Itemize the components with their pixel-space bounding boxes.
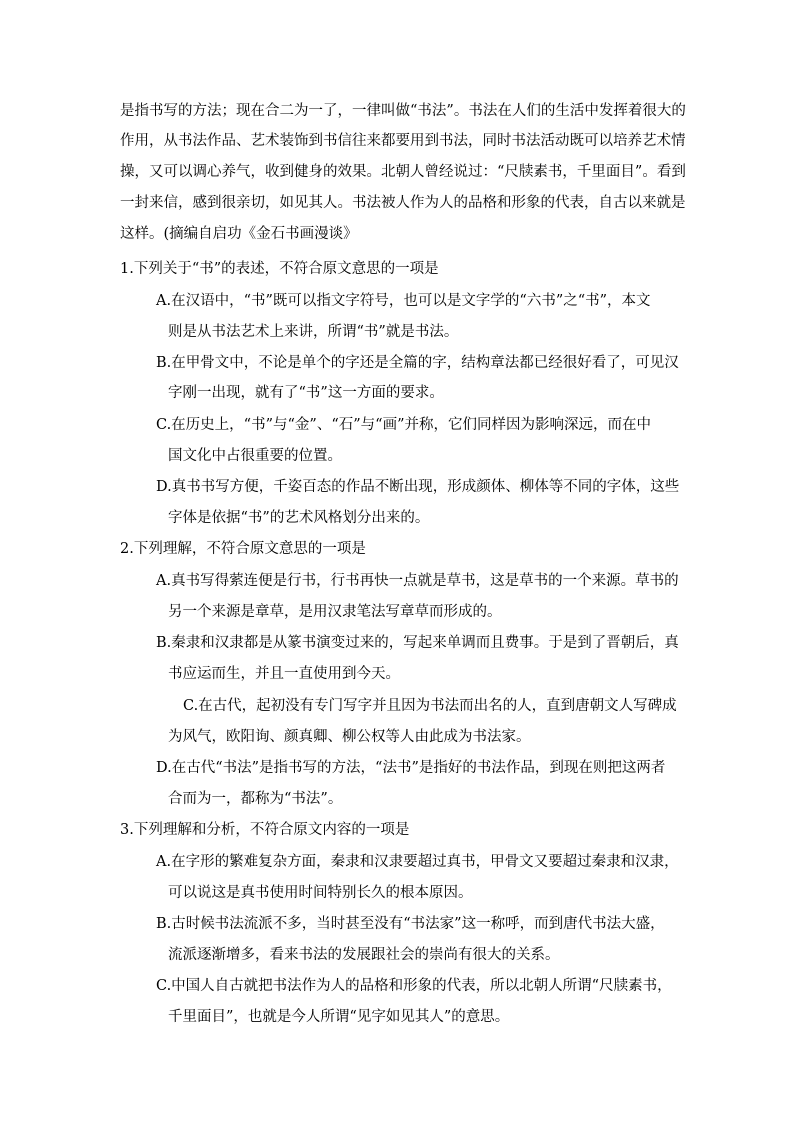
passage-line: 一封来信，感到很亲切，如见其人。书法被人作为人的品格和形象的代表，自古以来就是 bbox=[120, 195, 686, 211]
option-a: A.在汉语中，“书”既可以指文字符号，也可以是文字学的“六书”之“书”，本文 bbox=[156, 293, 651, 309]
option-d-cont: 字体是依据“书”的艺术风格划分出来的。 bbox=[168, 510, 430, 526]
passage-line: 是指书写的方法；现在合二为一了，一律叫做“书法”。书法在人们的生活中发挥着很大的 bbox=[120, 103, 686, 119]
option-c: C.在历史上，“书”与“金”、“石”与“画”并称，它们同样因为影响深远，而在中 bbox=[156, 417, 651, 433]
question-stem: 1.下列关于“书”的表述，不符合原文意思的一项是 bbox=[120, 261, 439, 277]
option-b-cont: 书应运而生，并且一直使用到今天。 bbox=[168, 666, 400, 682]
option-a: A.在字形的繁难复杂方面，秦隶和汉隶要超过真书，甲骨文又要超过秦隶和汉隶， bbox=[156, 854, 679, 870]
option-a-cont: 则是从书法艺术上来讲，所谓“书”就是书法。 bbox=[168, 324, 459, 340]
option-a: A.真书写得萦连便是行书，行书再快一点就是草书，这是草书的一个来源。草书的 bbox=[156, 573, 679, 589]
passage-line: 操，又可以调心养气，收到健身的效果。北朝人曾经说过：“尺牍素书，千里面目”。看到 bbox=[120, 164, 686, 180]
question-stem: 3.下列理解和分析，不符合原文内容的一项是 bbox=[120, 822, 410, 838]
option-d-cont: 合而为一，都称为“书法”。 bbox=[168, 791, 343, 807]
option-b: B.在甲骨文中，不论是单个的字还是全篇的字，结构章法都已经很好看了，可见汉 bbox=[156, 355, 679, 371]
option-c: C.在古代，起初没有专门写字并且因为书法而出名的人，直到唐朝文人写碑成 bbox=[183, 698, 677, 714]
option-a-cont: 另一个来源是章草，是用汉隶笔法写章草而形成的。 bbox=[168, 604, 502, 620]
passage-line: 作用，从书法作品、艺术装饰到书信往来都要用到书法，同时书法活动既可以培养艺术情 bbox=[120, 133, 686, 149]
option-b-cont: 流派逐渐增多，看来书法的发展跟社会的崇尚有很大的关系。 bbox=[168, 947, 560, 963]
option-b-cont: 字刚一出现，就有了“书”这一方面的要求。 bbox=[168, 385, 444, 401]
option-b: B.秦隶和汉隶都是从篆书演变过来的，写起来单调而且费事。于是到了晋朝后，真 bbox=[156, 635, 679, 651]
passage-line: 这样。(摘编自启功《金石书画漫谈》 bbox=[120, 226, 358, 242]
option-a-cont: 可以说这是真书使用时间特别长久的根本原因。 bbox=[168, 885, 473, 901]
option-c-cont: 国文化中占很重要的位置。 bbox=[168, 448, 342, 464]
option-c-cont: 为风气，欧阳询、颜真卿、柳公权等人由此成为书法家。 bbox=[168, 729, 531, 745]
question-stem: 2.下列理解，不符合原文意思的一项是 bbox=[120, 541, 366, 557]
option-c-cont: 千里面目”，也就是今人所谓“见字如见其人”的意思。 bbox=[168, 1009, 510, 1025]
option-d: D.在古代“书法”是指书写的方法，“法书”是指好的书法作品，到现在则把这两者 bbox=[156, 760, 666, 776]
option-c: C.中国人自古就把书法作为人的品格和形象的代表，所以北朝人所谓“尺牍素书， bbox=[156, 978, 672, 994]
option-d: D.真书书写方便，千姿百态的作品不断出现，形成颜体、柳体等不同的字体，这些 bbox=[156, 479, 680, 495]
option-b: B.古时候书法流派不多，当时甚至没有“书法家”这一称呼，而到唐代书法大盛， bbox=[156, 916, 665, 932]
